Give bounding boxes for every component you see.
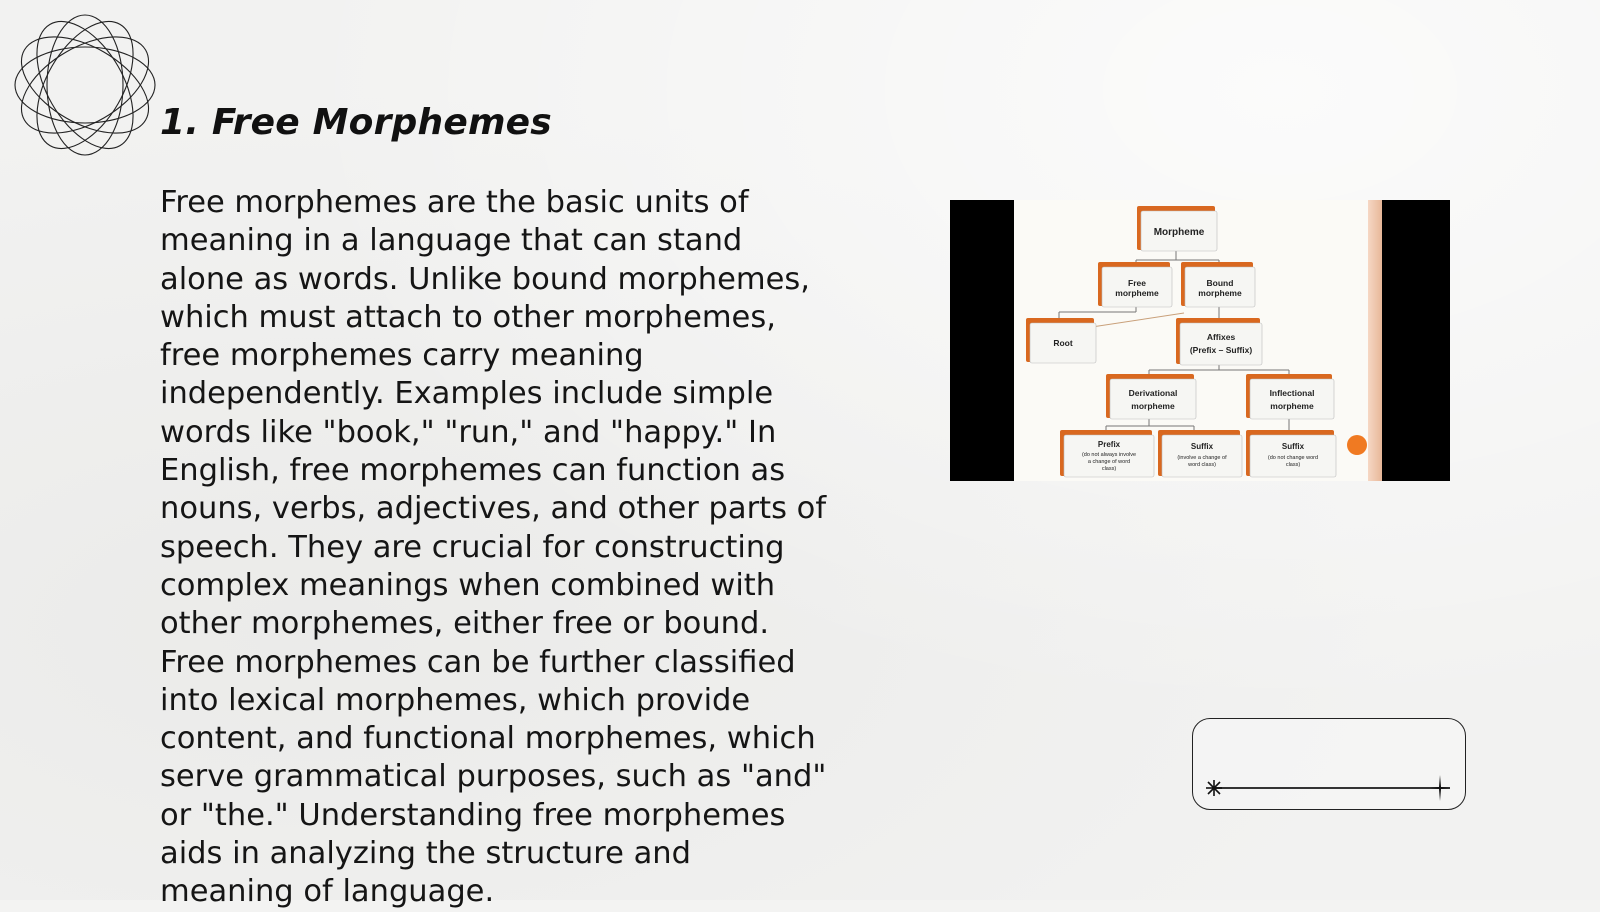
decorative-line	[1212, 787, 1450, 789]
body-paragraph: Free morphemes are the basic units of meaning in a language that can stand alone as words. Unlike bound morphemes, which must attach to other morphemes, free morphemes carry meaning independently. Examples include simple words like "book," "run," and "happy." In English, free morphemes can function as nouns, verbs, adjectives, and other parts of speech. They are crucial for constructing complex meanings when combined with other morphemes, either free or bound. Free morphemes can be further classified into lexical morphemes, which provide content, and functional morphemes, which serve grammatical purposes, such as "and" or "the." Understanding free morphemes aids in analyzing the structure and meaning of language.	[160, 185, 827, 910]
node-inflectional-line2: morpheme	[1270, 401, 1314, 411]
morpheme-tree-diagram	[1014, 200, 1374, 481]
orange-dot-marker	[1347, 435, 1367, 455]
node-root: Root	[1053, 338, 1073, 348]
node-free-line1: Free	[1128, 278, 1146, 288]
spirograph-logo-icon	[10, 10, 160, 160]
node-prefix-note2: a change of word	[1087, 459, 1131, 465]
node-suffix-derivational-note2: word class)	[1188, 462, 1216, 468]
cross-icon	[1430, 775, 1450, 801]
node-bound-line2: morpheme	[1198, 288, 1242, 298]
node-prefix: Prefix	[1097, 440, 1121, 449]
node-suffix-derivational-note1: (involve a change of	[1177, 455, 1227, 461]
node-affixes-line2: (Prefix – Suffix)	[1189, 345, 1253, 355]
node-morpheme: Morpheme	[1153, 227, 1205, 238]
morpheme-diagram-image	[950, 200, 1450, 481]
node-suffix-inflectional-note1: (do not change word	[1267, 455, 1319, 461]
node-derivational-line2: morpheme	[1131, 401, 1175, 411]
node-suffix-derivational: Suffix	[1190, 442, 1214, 451]
node-prefix-note1: (do not always involve	[1081, 452, 1137, 458]
node-free-line2: morpheme	[1115, 288, 1159, 298]
node-bound-line1: Bound	[1206, 278, 1234, 288]
node-affixes-line1: Affixes	[1206, 332, 1236, 342]
decorative-card	[1192, 718, 1466, 810]
node-suffix-inflectional: Suffix	[1281, 442, 1305, 451]
sparkle-icon	[1205, 779, 1223, 797]
node-derivational-line1: Derivational	[1128, 388, 1178, 398]
slide-title: 1. Free Morphemes	[160, 102, 552, 143]
node-suffix-inflectional-note2: class)	[1285, 462, 1301, 468]
node-inflectional-line1: Inflectional	[1269, 388, 1315, 398]
node-prefix-note3: class)	[1101, 466, 1117, 472]
